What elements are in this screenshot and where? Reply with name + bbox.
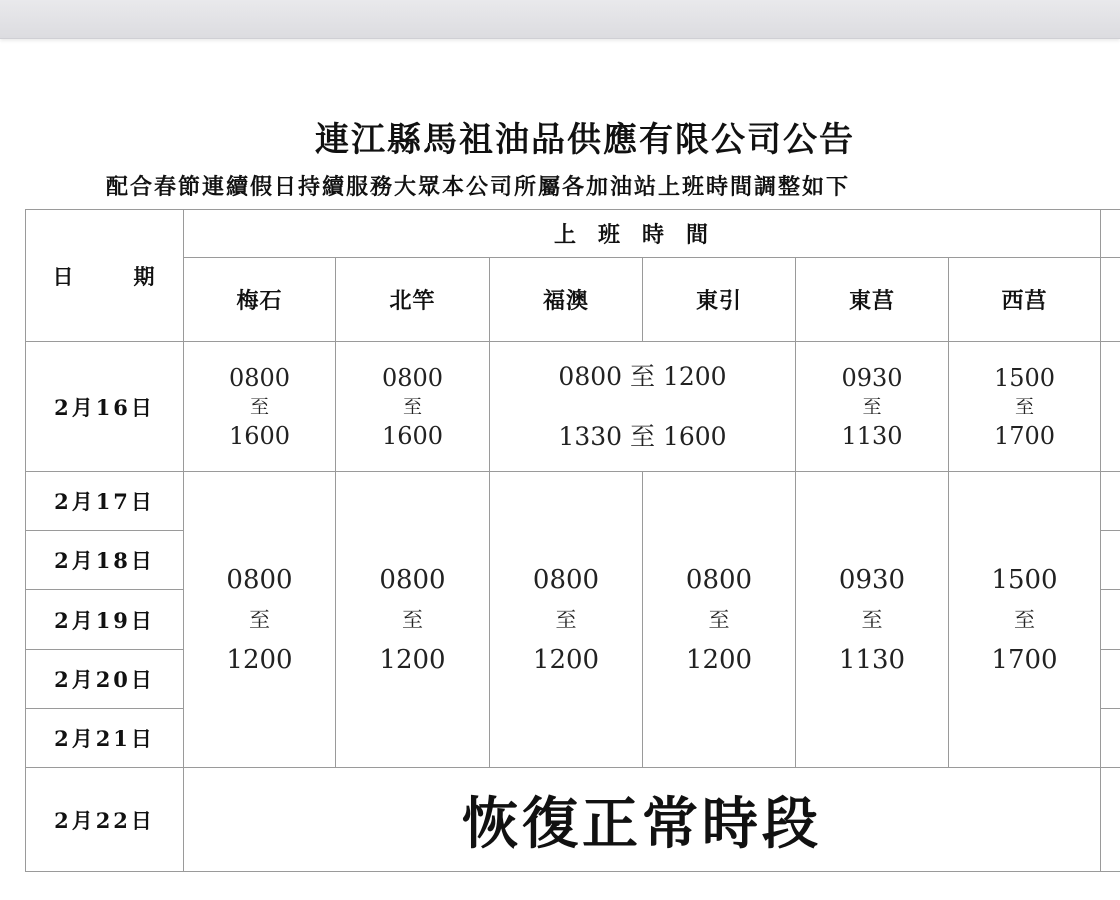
date-cell: 2月17日	[26, 472, 184, 531]
edge-cell	[1101, 768, 1120, 872]
station-header: 東引	[643, 258, 796, 342]
date-cell: 2月22日	[26, 768, 184, 872]
edge-cell	[1101, 590, 1120, 650]
hours-cell: 0800 至 1600	[336, 342, 490, 472]
table-row	[26, 472, 1120, 531]
hours-header: 上班時間	[184, 210, 1101, 258]
station-header: 梅石	[184, 258, 336, 342]
edge-cell	[1101, 531, 1120, 590]
notice-title: 連江縣馬祖油品供應有限公司公告	[315, 120, 855, 160]
edge-cell	[1101, 210, 1120, 258]
date-cell: 2月19日	[26, 590, 184, 650]
date-header: 日 期	[26, 210, 184, 342]
hours-cell: 0800 至 1200	[643, 472, 796, 768]
table-row	[26, 342, 1120, 472]
station-header: 西莒	[949, 258, 1101, 342]
hours-cell: 0800 至 1200	[184, 472, 336, 768]
edge-cell	[1101, 650, 1120, 709]
edge-cell	[1101, 342, 1120, 472]
edge-cell	[1101, 472, 1120, 531]
hours-cell: 0930 至 1130	[796, 472, 949, 768]
date-cell: 2月18日	[26, 531, 184, 590]
schedule-table	[25, 209, 1120, 872]
header-row	[26, 210, 1120, 258]
station-header: 北竿	[336, 258, 490, 342]
notice-subtitle: 配合春節連續假日持續服務大眾本公司所屬各加油站上班時間調整如下	[106, 174, 851, 200]
hours-cell: 1500 至 1700	[949, 472, 1101, 768]
date-cell: 2月21日	[26, 709, 184, 768]
edge-cell	[1101, 258, 1120, 342]
station-header-row	[26, 258, 1120, 342]
hours-cell: 0800 至 1200	[490, 472, 643, 768]
station-header: 福澳	[490, 258, 643, 342]
browser-toolbar	[0, 0, 1120, 39]
edge-cell	[1101, 709, 1120, 768]
resume-normal-note: 恢復正常時段	[184, 768, 1101, 872]
hours-cell: 0800 至 1600	[184, 342, 336, 472]
date-cell: 2月20日	[26, 650, 184, 709]
hours-cell: 0930 至 1130	[796, 342, 949, 472]
table-row	[26, 768, 1120, 872]
hours-cell: 1500 至 1700	[949, 342, 1101, 472]
station-header: 東莒	[796, 258, 949, 342]
date-cell: 2月16日	[26, 342, 184, 472]
hours-cell: 0800 至 1200	[336, 472, 490, 768]
hours-cell: 0800 至 1200 1330 至 1600	[490, 342, 796, 472]
